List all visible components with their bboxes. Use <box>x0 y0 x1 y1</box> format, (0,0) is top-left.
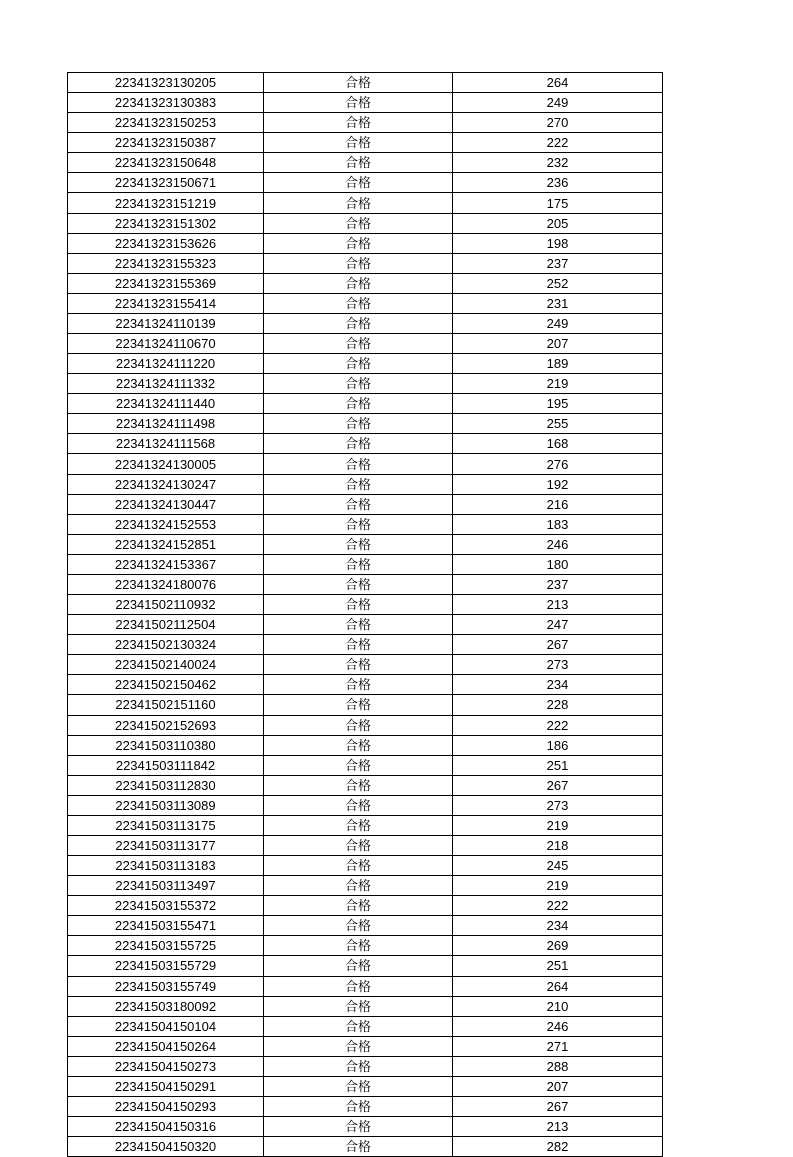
status-cell: 合格 <box>264 73 453 93</box>
score-cell: 216 <box>453 494 663 514</box>
table-row <box>68 896 663 916</box>
status-cell: 合格 <box>264 815 453 835</box>
candidate-id-cell: 22341503155471 <box>68 916 264 936</box>
table-row <box>68 73 663 93</box>
status-cell: 合格 <box>264 856 453 876</box>
candidate-id-cell: 22341503113089 <box>68 795 264 815</box>
score-cell: 252 <box>453 273 663 293</box>
score-cell: 219 <box>453 876 663 896</box>
candidate-id-cell: 22341323155369 <box>68 273 264 293</box>
candidate-id-cell: 22341502130324 <box>68 635 264 655</box>
score-cell: 251 <box>453 956 663 976</box>
status-cell: 合格 <box>264 956 453 976</box>
score-table <box>67 72 663 1157</box>
candidate-id-cell: 22341323130383 <box>68 93 264 113</box>
status-cell: 合格 <box>264 374 453 394</box>
table-row <box>68 856 663 876</box>
candidate-id-cell: 22341324111440 <box>68 394 264 414</box>
candidate-id-cell: 22341503155729 <box>68 956 264 976</box>
table-row <box>68 574 663 594</box>
status-cell: 合格 <box>264 394 453 414</box>
score-cell: 222 <box>453 133 663 153</box>
table-row <box>68 1117 663 1137</box>
table-row <box>68 354 663 374</box>
score-cell: 288 <box>453 1056 663 1076</box>
table-row <box>68 876 663 896</box>
table-row <box>68 113 663 133</box>
table-row <box>68 916 663 936</box>
candidate-id-cell: 22341504150293 <box>68 1096 264 1116</box>
status-cell: 合格 <box>264 334 453 354</box>
candidate-id-cell: 22341502151160 <box>68 695 264 715</box>
candidate-id-cell: 22341323150671 <box>68 173 264 193</box>
score-cell: 195 <box>453 394 663 414</box>
table-row <box>68 293 663 313</box>
status-cell: 合格 <box>264 1076 453 1096</box>
candidate-id-cell: 22341324152851 <box>68 534 264 554</box>
candidate-id-cell: 22341324152553 <box>68 514 264 534</box>
candidate-id-cell: 22341324130005 <box>68 454 264 474</box>
candidate-id-cell: 22341503110380 <box>68 735 264 755</box>
candidate-id-cell: 22341503155372 <box>68 896 264 916</box>
candidate-id-cell: 22341324130447 <box>68 494 264 514</box>
table-row <box>68 1036 663 1056</box>
score-cell: 264 <box>453 73 663 93</box>
table-row <box>68 213 663 233</box>
table-row <box>68 534 663 554</box>
table-row <box>68 735 663 755</box>
candidate-id-cell: 22341503113183 <box>68 856 264 876</box>
candidate-id-cell: 22341503180092 <box>68 996 264 1016</box>
table-row <box>68 434 663 454</box>
score-cell: 270 <box>453 113 663 133</box>
table-row <box>68 1137 663 1157</box>
score-cell: 234 <box>453 675 663 695</box>
status-cell: 合格 <box>264 755 453 775</box>
status-cell: 合格 <box>264 976 453 996</box>
status-cell: 合格 <box>264 494 453 514</box>
status-cell: 合格 <box>264 113 453 133</box>
score-cell: 246 <box>453 1016 663 1036</box>
score-cell: 234 <box>453 916 663 936</box>
table-row <box>68 233 663 253</box>
table-row <box>68 775 663 795</box>
status-cell: 合格 <box>264 835 453 855</box>
status-cell: 合格 <box>264 153 453 173</box>
table-row <box>68 755 663 775</box>
table-row <box>68 374 663 394</box>
table-row <box>68 173 663 193</box>
candidate-id-cell: 22341503155725 <box>68 936 264 956</box>
table-row <box>68 936 663 956</box>
table-row <box>68 795 663 815</box>
status-cell: 合格 <box>264 1036 453 1056</box>
score-cell: 210 <box>453 996 663 1016</box>
status-cell: 合格 <box>264 313 453 333</box>
table-row <box>68 996 663 1016</box>
candidate-id-cell: 22341503113497 <box>68 876 264 896</box>
candidate-id-cell: 22341503113177 <box>68 835 264 855</box>
score-cell: 189 <box>453 354 663 374</box>
status-cell: 合格 <box>264 595 453 615</box>
status-cell: 合格 <box>264 273 453 293</box>
status-cell: 合格 <box>264 896 453 916</box>
table-row <box>68 133 663 153</box>
score-cell: 183 <box>453 514 663 534</box>
candidate-id-cell: 22341323153626 <box>68 233 264 253</box>
table-row <box>68 313 663 333</box>
candidate-id-cell: 22341502150462 <box>68 675 264 695</box>
score-cell: 186 <box>453 735 663 755</box>
score-cell: 213 <box>453 595 663 615</box>
score-cell: 282 <box>453 1137 663 1157</box>
score-cell: 249 <box>453 313 663 333</box>
score-cell: 246 <box>453 534 663 554</box>
status-cell: 合格 <box>264 735 453 755</box>
score-cell: 219 <box>453 374 663 394</box>
score-cell: 251 <box>453 755 663 775</box>
table-row <box>68 93 663 113</box>
candidate-id-cell: 22341503111842 <box>68 755 264 775</box>
score-cell: 231 <box>453 293 663 313</box>
table-row <box>68 835 663 855</box>
candidate-id-cell: 22341323150253 <box>68 113 264 133</box>
candidate-id-cell: 22341503155749 <box>68 976 264 996</box>
table-row <box>68 334 663 354</box>
table-row <box>68 253 663 273</box>
score-cell: 249 <box>453 93 663 113</box>
score-cell: 219 <box>453 815 663 835</box>
score-cell: 222 <box>453 896 663 916</box>
status-cell: 合格 <box>264 695 453 715</box>
candidate-id-cell: 22341503112830 <box>68 775 264 795</box>
status-cell: 合格 <box>264 133 453 153</box>
status-cell: 合格 <box>264 1056 453 1076</box>
status-cell: 合格 <box>264 795 453 815</box>
candidate-id-cell: 22341324111332 <box>68 374 264 394</box>
candidate-id-cell: 22341323151219 <box>68 193 264 213</box>
table-row <box>68 615 663 635</box>
table-row <box>68 1096 663 1116</box>
score-cell: 237 <box>453 574 663 594</box>
status-cell: 合格 <box>264 675 453 695</box>
table-row <box>68 655 663 675</box>
table-row <box>68 715 663 735</box>
table-row <box>68 514 663 534</box>
score-cell: 267 <box>453 635 663 655</box>
score-cell: 247 <box>453 615 663 635</box>
table-row <box>68 414 663 434</box>
score-cell: 273 <box>453 795 663 815</box>
candidate-id-cell: 22341324110670 <box>68 334 264 354</box>
score-cell: 207 <box>453 1076 663 1096</box>
score-cell: 236 <box>453 173 663 193</box>
score-cell: 255 <box>453 414 663 434</box>
candidate-id-cell: 22341324153367 <box>68 554 264 574</box>
candidate-id-cell: 22341324130247 <box>68 474 264 494</box>
status-cell: 合格 <box>264 514 453 534</box>
table-row <box>68 595 663 615</box>
score-cell: 245 <box>453 856 663 876</box>
status-cell: 合格 <box>264 1137 453 1157</box>
candidate-id-cell: 22341323130205 <box>68 73 264 93</box>
status-cell: 合格 <box>264 354 453 374</box>
score-cell: 198 <box>453 233 663 253</box>
score-cell: 205 <box>453 213 663 233</box>
table-row <box>68 956 663 976</box>
candidate-id-cell: 22341504150291 <box>68 1076 264 1096</box>
status-cell: 合格 <box>264 876 453 896</box>
table-row <box>68 554 663 574</box>
candidate-id-cell: 22341502152693 <box>68 715 264 735</box>
candidate-id-cell: 22341504150104 <box>68 1016 264 1036</box>
score-cell: 222 <box>453 715 663 735</box>
table-row <box>68 494 663 514</box>
score-cell: 273 <box>453 655 663 675</box>
candidate-id-cell: 22341504150273 <box>68 1056 264 1076</box>
status-cell: 合格 <box>264 1117 453 1137</box>
candidate-id-cell: 22341323155414 <box>68 293 264 313</box>
table-row <box>68 394 663 414</box>
candidate-id-cell: 22341323151302 <box>68 213 264 233</box>
status-cell: 合格 <box>264 173 453 193</box>
table-row <box>68 454 663 474</box>
score-cell: 192 <box>453 474 663 494</box>
candidate-id-cell: 22341324111568 <box>68 434 264 454</box>
status-cell: 合格 <box>264 655 453 675</box>
status-cell: 合格 <box>264 775 453 795</box>
candidate-id-cell: 22341324180076 <box>68 574 264 594</box>
candidate-id-cell: 22341324110139 <box>68 313 264 333</box>
table-row <box>68 1076 663 1096</box>
status-cell: 合格 <box>264 454 453 474</box>
score-cell: 267 <box>453 1096 663 1116</box>
candidate-id-cell: 22341504150320 <box>68 1137 264 1157</box>
status-cell: 合格 <box>264 1096 453 1116</box>
status-cell: 合格 <box>264 534 453 554</box>
status-cell: 合格 <box>264 293 453 313</box>
score-cell: 207 <box>453 334 663 354</box>
score-cell: 213 <box>453 1117 663 1137</box>
score-cell: 237 <box>453 253 663 273</box>
score-cell: 276 <box>453 454 663 474</box>
score-cell: 228 <box>453 695 663 715</box>
candidate-id-cell: 22341502112504 <box>68 615 264 635</box>
score-table-body <box>68 73 663 1157</box>
candidate-id-cell: 22341323150387 <box>68 133 264 153</box>
score-cell: 267 <box>453 775 663 795</box>
table-row <box>68 815 663 835</box>
status-cell: 合格 <box>264 936 453 956</box>
score-cell: 168 <box>453 434 663 454</box>
table-row <box>68 273 663 293</box>
status-cell: 合格 <box>264 414 453 434</box>
score-cell: 269 <box>453 936 663 956</box>
status-cell: 合格 <box>264 574 453 594</box>
status-cell: 合格 <box>264 554 453 574</box>
score-cell: 232 <box>453 153 663 173</box>
status-cell: 合格 <box>264 715 453 735</box>
status-cell: 合格 <box>264 635 453 655</box>
status-cell: 合格 <box>264 916 453 936</box>
candidate-id-cell: 22341323150648 <box>68 153 264 173</box>
table-row <box>68 695 663 715</box>
candidate-id-cell: 22341503113175 <box>68 815 264 835</box>
status-cell: 合格 <box>264 434 453 454</box>
score-cell: 218 <box>453 835 663 855</box>
candidate-id-cell: 22341502140024 <box>68 655 264 675</box>
status-cell: 合格 <box>264 253 453 273</box>
candidate-id-cell: 22341504150264 <box>68 1036 264 1056</box>
score-cell: 175 <box>453 193 663 213</box>
table-row <box>68 1016 663 1036</box>
status-cell: 合格 <box>264 93 453 113</box>
score-cell: 271 <box>453 1036 663 1056</box>
status-cell: 合格 <box>264 1016 453 1036</box>
table-row <box>68 153 663 173</box>
status-cell: 合格 <box>264 193 453 213</box>
status-cell: 合格 <box>264 213 453 233</box>
table-row <box>68 1056 663 1076</box>
candidate-id-cell: 22341504150316 <box>68 1117 264 1137</box>
table-row <box>68 193 663 213</box>
table-row <box>68 675 663 695</box>
score-cell: 264 <box>453 976 663 996</box>
table-row <box>68 635 663 655</box>
candidate-id-cell: 22341324111498 <box>68 414 264 434</box>
candidate-id-cell: 22341502110932 <box>68 595 264 615</box>
candidate-id-cell: 22341324111220 <box>68 354 264 374</box>
status-cell: 合格 <box>264 996 453 1016</box>
status-cell: 合格 <box>264 474 453 494</box>
table-row <box>68 976 663 996</box>
status-cell: 合格 <box>264 233 453 253</box>
table-row <box>68 474 663 494</box>
score-cell: 180 <box>453 554 663 574</box>
candidate-id-cell: 22341323155323 <box>68 253 264 273</box>
status-cell: 合格 <box>264 615 453 635</box>
